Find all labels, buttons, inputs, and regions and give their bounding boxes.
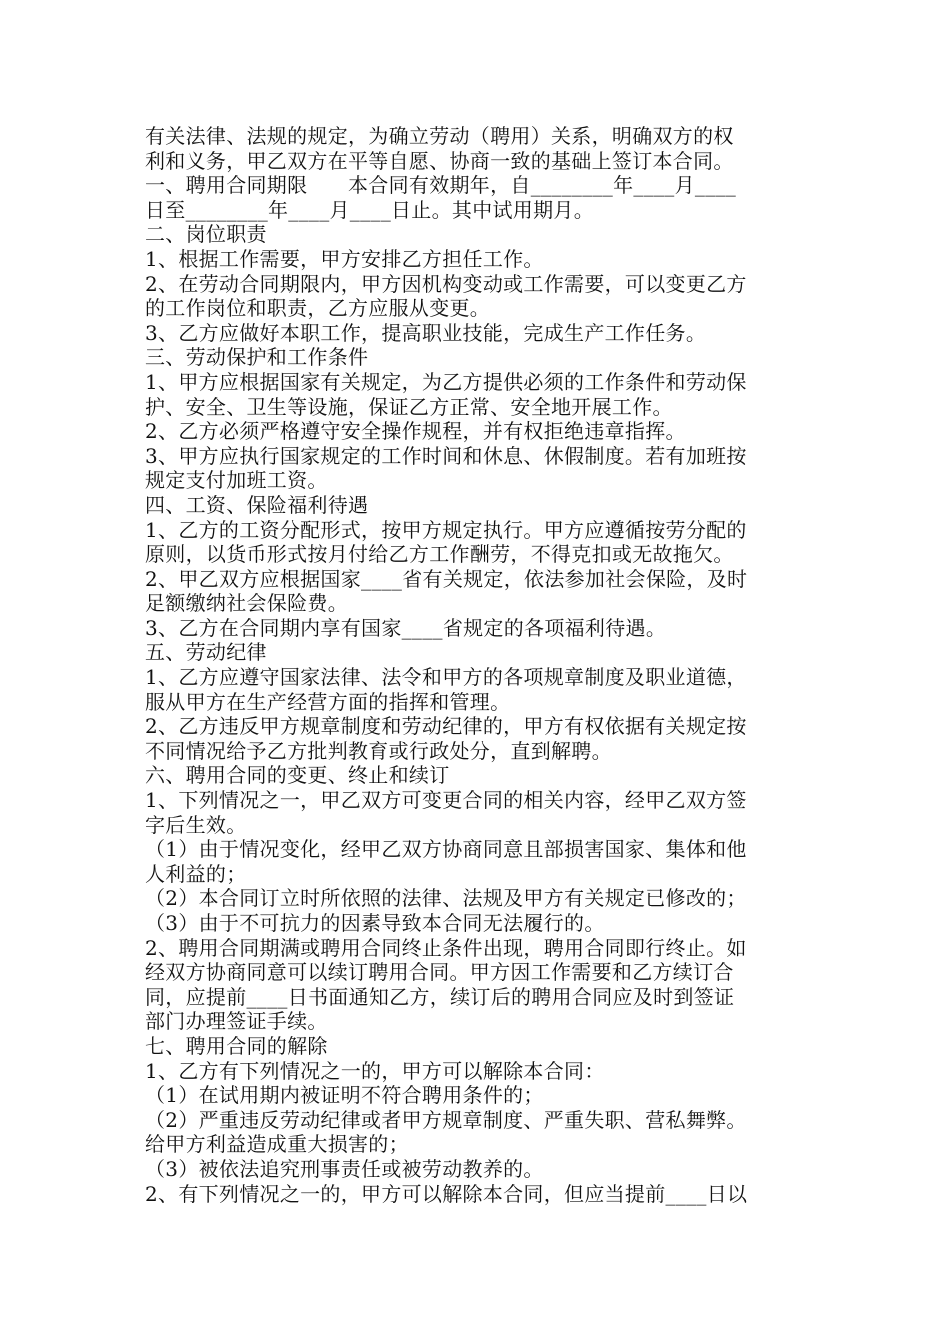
text-line: 2、乙方违反甲方规章制度和劳动纪律的，甲方有权依据有关规定按 — [145, 714, 747, 739]
text-line: 原则，以货币形式按月付给乙方工作酬劳，不得克扣或无故拖欠。 — [145, 542, 734, 567]
text-line: 人利益的； — [145, 861, 247, 886]
text-line: 日至________年____月____日止。其中试用期月。 — [145, 197, 594, 222]
text-line: 1、下列情况之一，甲乙双方可变更合同的相关内容，经甲乙双方签 — [145, 788, 747, 813]
text-line: （3）由于不可抗力的因素导致本合同无法履行的。 — [145, 911, 605, 935]
text-line: 利和义务，甲乙双方在平等自愿、协商一致的基础上签订本合同。 — [145, 148, 734, 173]
text-line: （2）严重违反劳动纪律或者甲方规章制度、严重失职、营私舞弊。 — [145, 1107, 747, 1132]
text-line: 2、甲乙双方应根据国家____省有关规定，依法参加社会保险，及时 — [145, 566, 748, 591]
text-line: 2、乙方必须严格遵守安全操作规程，并有权拒绝违章指挥。 — [145, 419, 686, 444]
text-line: 1、乙方的工资分配形式，按甲方规定执行。甲方应遵循按劳分配的 — [145, 517, 747, 542]
section-heading-wages: 四、工资、保险福利待遇 — [145, 492, 369, 517]
section-heading-protection: 三、劳动保护和工作条件 — [145, 345, 369, 370]
section-heading-term: 一、聘用合同期限 本合同有效期年，自________年____月____ — [145, 173, 737, 198]
text-line: 3、乙方应做好本职工作，提高职业技能，完成生产工作任务。 — [145, 320, 707, 345]
text-line: 1、乙方应遵守国家法律、法令和甲方的各项规章制度及职业道德， — [145, 665, 747, 690]
text-line: （1）在试用期内被证明不符合聘用条件的； — [145, 1083, 544, 1108]
text-line: 2、有下列情况之一的，甲方可以解除本合同，但应当提前____日以 — [145, 1181, 748, 1206]
contract-text-body — [145, 124, 813, 1206]
text-line: 有关法律、法规的规定，为确立劳动（聘用）关系，明确双方的权 — [145, 124, 734, 148]
text-line: 经双方协商同意可以续订聘用合同。甲方因工作需要和乙方续订合 — [145, 960, 734, 985]
text-line: 1、甲方应根据国家有关规定，为乙方提供必须的工作条件和劳动保 — [145, 369, 747, 394]
text-line: 1、根据工作需要，甲方安排乙方担任工作。 — [145, 246, 544, 271]
text-line: 3、乙方在合同期内享有国家____省规定的各项福利待遇。 — [145, 615, 667, 640]
text-line: 字后生效。 — [145, 812, 247, 837]
section-heading-change-termination: 六、聘用合同的变更、终止和续订 — [145, 763, 450, 788]
text-line: 足额缴纳社会保险费。 — [145, 591, 348, 616]
text-line: 服从甲方在生产经营方面的指挥和管理。 — [145, 689, 511, 714]
text-line: 同，应提前____日书面通知乙方，续订后的聘用合同应及时到签证 — [145, 984, 735, 1009]
text-line: （2）本合同订立时所依照的法律、法规及甲方有关规定已修改的； — [145, 886, 747, 911]
text-line: 2、聘用合同期满或聘用合同终止条件出现，聘用合同即行终止。如 — [145, 935, 747, 960]
text-line: 部门办理签证手续。 — [145, 1009, 328, 1034]
text-line: 3、甲方应执行国家规定的工作时间和休息、休假制度。若有加班按 — [145, 443, 747, 468]
section-heading-discipline: 五、劳动纪律 — [145, 640, 267, 665]
text-line: 护、安全、卫生等设施，保证乙方正常、安全地开展工作。 — [145, 394, 673, 419]
text-line: （3）被依法追究刑事责任或被劳动教养的。 — [145, 1156, 544, 1181]
text-line: 的工作岗位和职责，乙方应服从变更。 — [145, 296, 491, 321]
text-line: （1）由于情况变化，经甲乙双方协商同意且部损害国家、集体和他 — [145, 837, 747, 862]
section-heading-dissolution: 七、聘用合同的解除 — [145, 1033, 328, 1058]
text-line: 1、乙方有下列情况之一的，甲方可以解除本合同： — [145, 1058, 605, 1083]
section-heading-duties: 二、岗位职责 — [145, 222, 267, 247]
text-line: 给甲方利益造成重大损害的； — [145, 1132, 409, 1157]
text-line: 不同情况给予乙方批判教育或行政处分，直到解聘。 — [145, 738, 612, 763]
text-line: 规定支付加班工资。 — [145, 468, 328, 493]
text-line: 2、在劳动合同期限内，甲方因机构变动或工作需要，可以变更乙方 — [145, 271, 747, 296]
